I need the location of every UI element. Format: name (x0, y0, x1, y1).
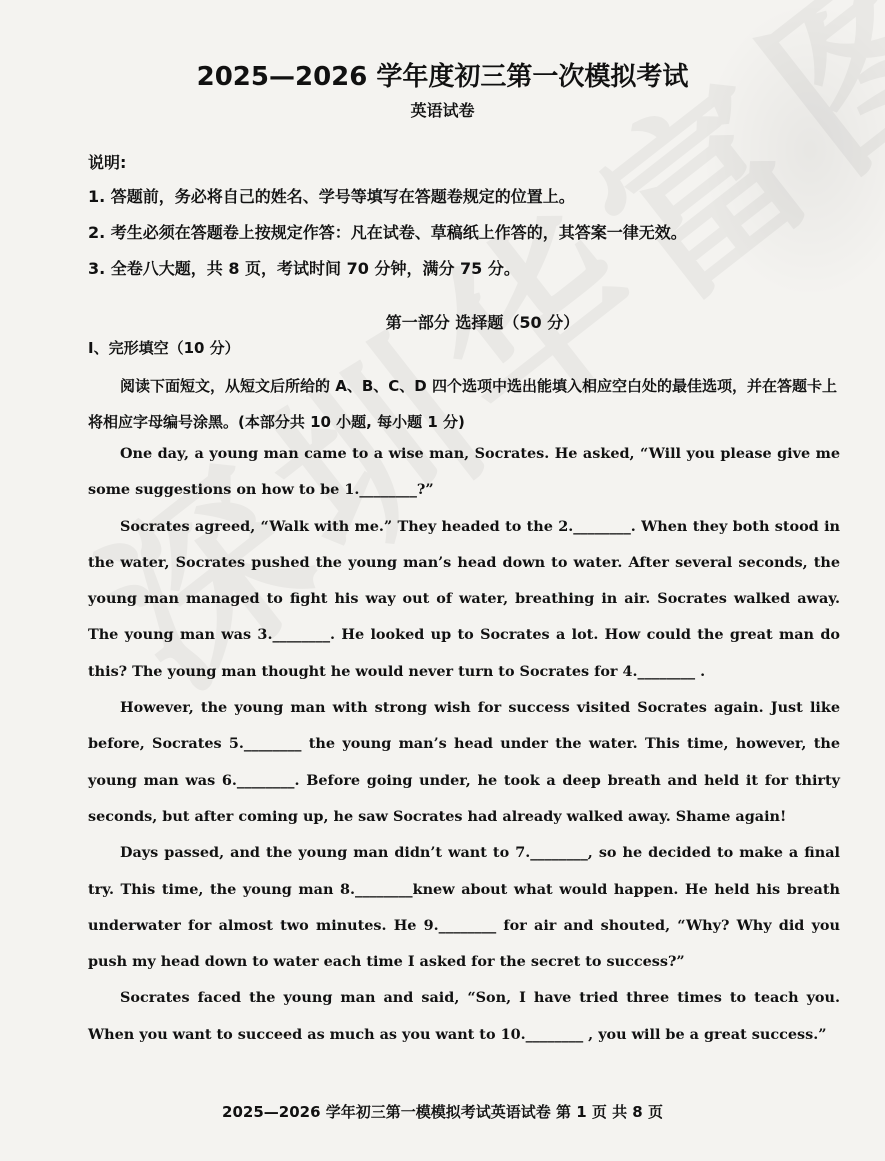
exam-subtitle: 英语试卷 (410, 101, 475, 120)
passage-paragraph-4: Days passed, and the young man didn’t want to 7.________, so he decided to make a final try. This time, the young man 8.________knew about what would happen. He held his breath underwater for almost two minutes. He 9.________ for air and shouted, “Why? Why did you push my head down to water each time I asked for the secret to success?” (88, 844, 840, 971)
question-heading: Ⅰ、完形填空（10 分） (88, 339, 240, 357)
passage-paragraph-5: Socrates faced the young man and said, “Son, I have tried three times to teach you. When you want to succeed as much as you want to 10.________ , you will be a great success.” (88, 989, 840, 1043)
passage-paragraph-3: However, the young man with strong wish for success visited Socrates again. Just like before, Socrates 5.________ the young man’s head under the water. This time, however, the young man was 6.________. Before going under, he took a deep breath and held it for thirty seconds, but after coming up, he saw Socrates had already walked away. Shame again! (88, 699, 840, 825)
passage-paragraph-2: Socrates agreed, “Walk with me.” They headed to the 2.________. When they both stood in the water, Socrates pushed the young man’s head down to water. After several seconds, the young man managed to fight his way out of water, breathing in air. Socrates walked away. The young man was 3.________. He looked up to Socrates a lot. How could the great man do this? The young man thought he would never turn to Socrates for 4.________ . (88, 517, 840, 680)
question-instructions: 阅读下面短文，从短文后所给的 A、B、C、D 四个选项中选出能填入相应空白处的最佳选项，并在答题卡上将相应字母编号涂黑。(本部分共 10 小题, 每小题 1 分) (88, 377, 837, 431)
notes-heading: 说明: (88, 153, 127, 172)
note-item-1: 1. 答题前，务必将自己的姓名、学号等填写在答题卷规定的位置上。 (88, 187, 575, 206)
section-title: 第一部分 选择题（50 分） (385, 313, 580, 332)
cloze-passage (88, 436, 840, 1053)
note-item-3: 3. 全卷八大题，共 8 页，考试时间 70 分钟，满分 75 分。 (88, 259, 520, 278)
exam-title: 2025—2026 学年度初三第一次模拟考试 (196, 62, 689, 92)
passage-paragraph-1: One day, a young man came to a wise man, Socrates. He asked, “Will you please give me some suggestions on how to be 1.________?” (88, 445, 840, 499)
page-footer: 2025—2026 学年初三第一模模拟考试英语试卷 第 1 页 共 8 页 (222, 1103, 663, 1121)
note-item-2: 2. 考生必须在答题卷上按规定作答：凡在试卷、草稿纸上作答的，其答案一律无效。 (88, 223, 687, 242)
scan-shadow (700, 0, 885, 300)
